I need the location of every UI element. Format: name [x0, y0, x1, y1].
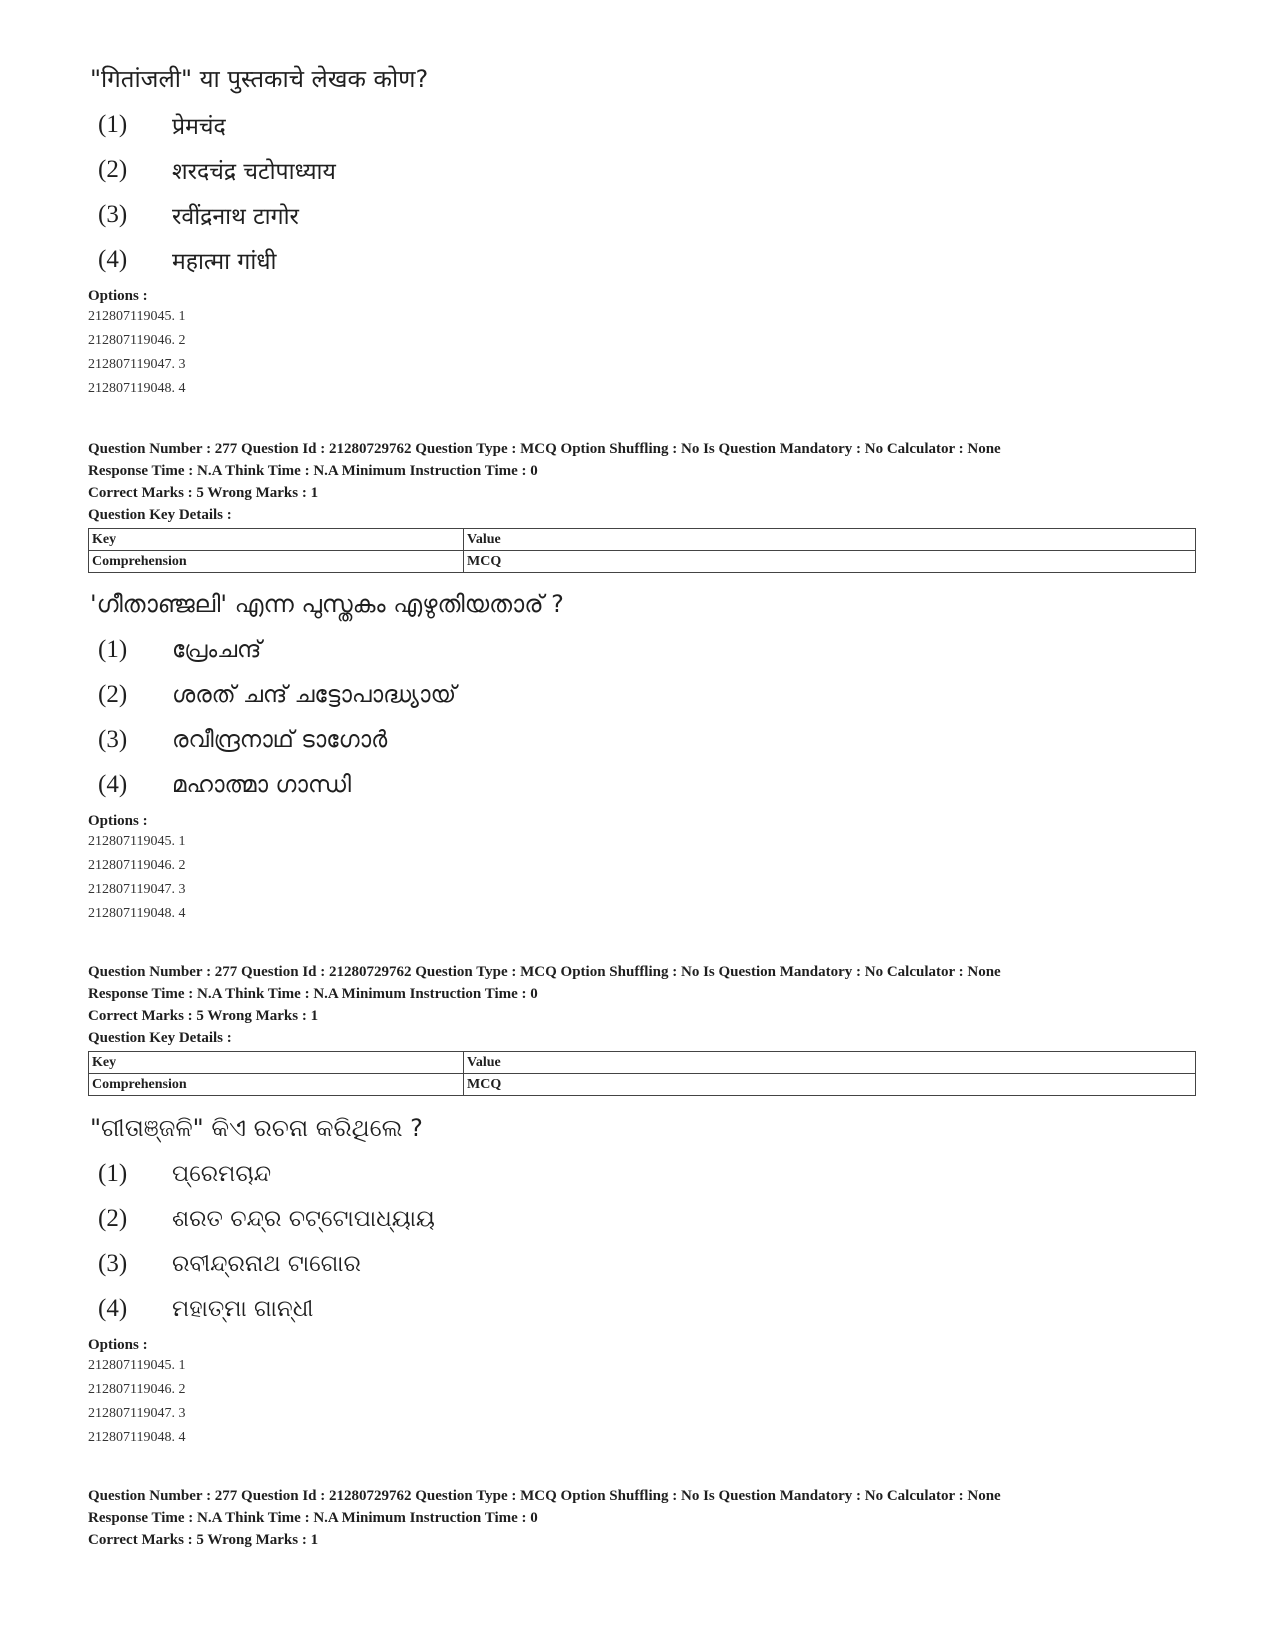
- option-text: ମହାତ୍ମା ଗାନ୍ଧୀ: [172, 1295, 314, 1322]
- option-number: (4): [98, 1294, 128, 1322]
- question-meta: [88, 1485, 1198, 1551]
- meta-line: Question Number : 277 Question Id : 21280729762 Question Type : MCQ Option Shuffling : No Is Question Mandatory : No Calculator : None: [88, 964, 1001, 980]
- meta-line: Question Key Details :: [88, 1030, 232, 1046]
- option-text: प्रेमचंद: [172, 113, 226, 140]
- question-block-odia: [88, 1111, 1198, 1450]
- table-cell: Value: [464, 1052, 1196, 1074]
- option-row: [88, 627, 1198, 672]
- option-id: 212807119048. 4: [88, 906, 186, 921]
- meta-line: Question Key Details :: [88, 507, 232, 523]
- option-id: 212807119047. 3: [88, 1406, 186, 1421]
- option-number: (2): [98, 1204, 128, 1232]
- option-row: [88, 1241, 1198, 1286]
- options-label: Options :: [88, 288, 148, 304]
- question-text: "ଗୀତାଞ୍ଜଳି" କିଏ ରଚନା କରିଥିଲେ ?: [90, 1114, 423, 1142]
- meta-line: Correct Marks : 5 Wrong Marks : 1: [88, 485, 319, 501]
- option-text: മഹാത്മാ ഗാന്ധി: [172, 771, 351, 798]
- option-text: ରବୀନ୍ଦ୍ରନାଥ ଟାଗୋର: [172, 1250, 361, 1277]
- meta-line: Correct Marks : 5 Wrong Marks : 1: [88, 1008, 319, 1024]
- option-row: [88, 1286, 1198, 1331]
- meta-line: Correct Marks : 5 Wrong Marks : 1: [88, 1532, 319, 1548]
- option-number: (1): [98, 635, 128, 663]
- option-id: 212807119045. 1: [88, 1358, 186, 1373]
- option-row: [88, 762, 1198, 807]
- option-id: 212807119047. 3: [88, 882, 186, 897]
- option-id: 212807119045. 1: [88, 309, 186, 324]
- option-number: (1): [98, 110, 128, 138]
- option-number: (4): [98, 245, 128, 273]
- options-label: Options :: [88, 1337, 148, 1353]
- option-id: 212807119048. 4: [88, 1430, 186, 1445]
- table-cell: Key: [89, 1052, 464, 1074]
- meta-line: Response Time : N.A Think Time : N.A Minimum Instruction Time : 0: [88, 463, 538, 479]
- option-row: [88, 1151, 1198, 1196]
- option-row: [88, 1196, 1198, 1241]
- question-text: "गितांजली" या पुस्तकाचे लेखक कोण?: [90, 65, 429, 93]
- meta-line: Question Number : 277 Question Id : 21280729762 Question Type : MCQ Option Shuffling : No Is Question Mandatory : No Calculator : None: [88, 1488, 1001, 1504]
- question-block-marathi: [88, 62, 1198, 401]
- meta-line: Question Number : 277 Question Id : 21280729762 Question Type : MCQ Option Shuffling : No Is Question Mandatory : No Calculator : None: [88, 441, 1001, 457]
- option-row: [88, 672, 1198, 717]
- option-row: [88, 147, 1198, 192]
- option-id: 212807119046. 2: [88, 333, 186, 348]
- option-number: (3): [98, 1249, 128, 1277]
- question-meta: [88, 961, 1198, 1096]
- question-block-malayalam: [88, 587, 1198, 926]
- option-text: ପ୍ରେମଚାନ୍ଦ: [172, 1160, 272, 1187]
- option-id: 212807119047. 3: [88, 357, 186, 372]
- option-text: महात्मा गांधी: [172, 248, 277, 275]
- option-text: ଶରତ ଚନ୍ଦ୍ର ଚଟ୍ଟୋପାଧ୍ୟାୟ: [172, 1205, 435, 1232]
- option-row: [88, 237, 1198, 282]
- meta-line: Response Time : N.A Think Time : N.A Minimum Instruction Time : 0: [88, 986, 538, 1002]
- question-key-table: [88, 528, 1196, 573]
- table-cell: Value: [464, 529, 1196, 551]
- option-number: (3): [98, 725, 128, 753]
- option-number: (2): [98, 155, 128, 183]
- option-number: (1): [98, 1159, 128, 1187]
- table-cell: Comprehension: [89, 1074, 464, 1096]
- option-text: ശരത് ചന്ദ് ചട്ടോപാദ്ധ്യായ്: [172, 681, 457, 708]
- option-text: रवींद्रनाथ टागोर: [172, 203, 299, 230]
- table-cell: MCQ: [464, 551, 1196, 573]
- option-id: 212807119046. 2: [88, 1382, 186, 1397]
- option-id: 212807119046. 2: [88, 858, 186, 873]
- option-id: 212807119048. 4: [88, 381, 186, 396]
- option-text: പ്രേംചന്ദ്: [172, 636, 262, 663]
- table-cell: Key: [89, 529, 464, 551]
- option-id: 212807119045. 1: [88, 834, 186, 849]
- option-row: [88, 192, 1198, 237]
- question-text: 'ഗീതാഞ്ജലി' എന്ന പുസ്തകം എഴുതിയതാര് ?: [90, 590, 564, 618]
- option-text: രവീന്ദ്രനാഥ് ടാഗോർ: [172, 726, 388, 753]
- option-text: शरदचंद्र चटोपाध्याय: [172, 158, 336, 185]
- question-key-table: [88, 1051, 1196, 1096]
- options-label: Options :: [88, 813, 148, 829]
- table-cell: Comprehension: [89, 551, 464, 573]
- option-row: [88, 102, 1198, 147]
- option-number: (4): [98, 770, 128, 798]
- meta-line: Response Time : N.A Think Time : N.A Minimum Instruction Time : 0: [88, 1510, 538, 1526]
- option-row: [88, 717, 1198, 762]
- option-number: (2): [98, 680, 128, 708]
- question-meta: [88, 438, 1198, 573]
- option-number: (3): [98, 200, 128, 228]
- table-cell: MCQ: [464, 1074, 1196, 1096]
